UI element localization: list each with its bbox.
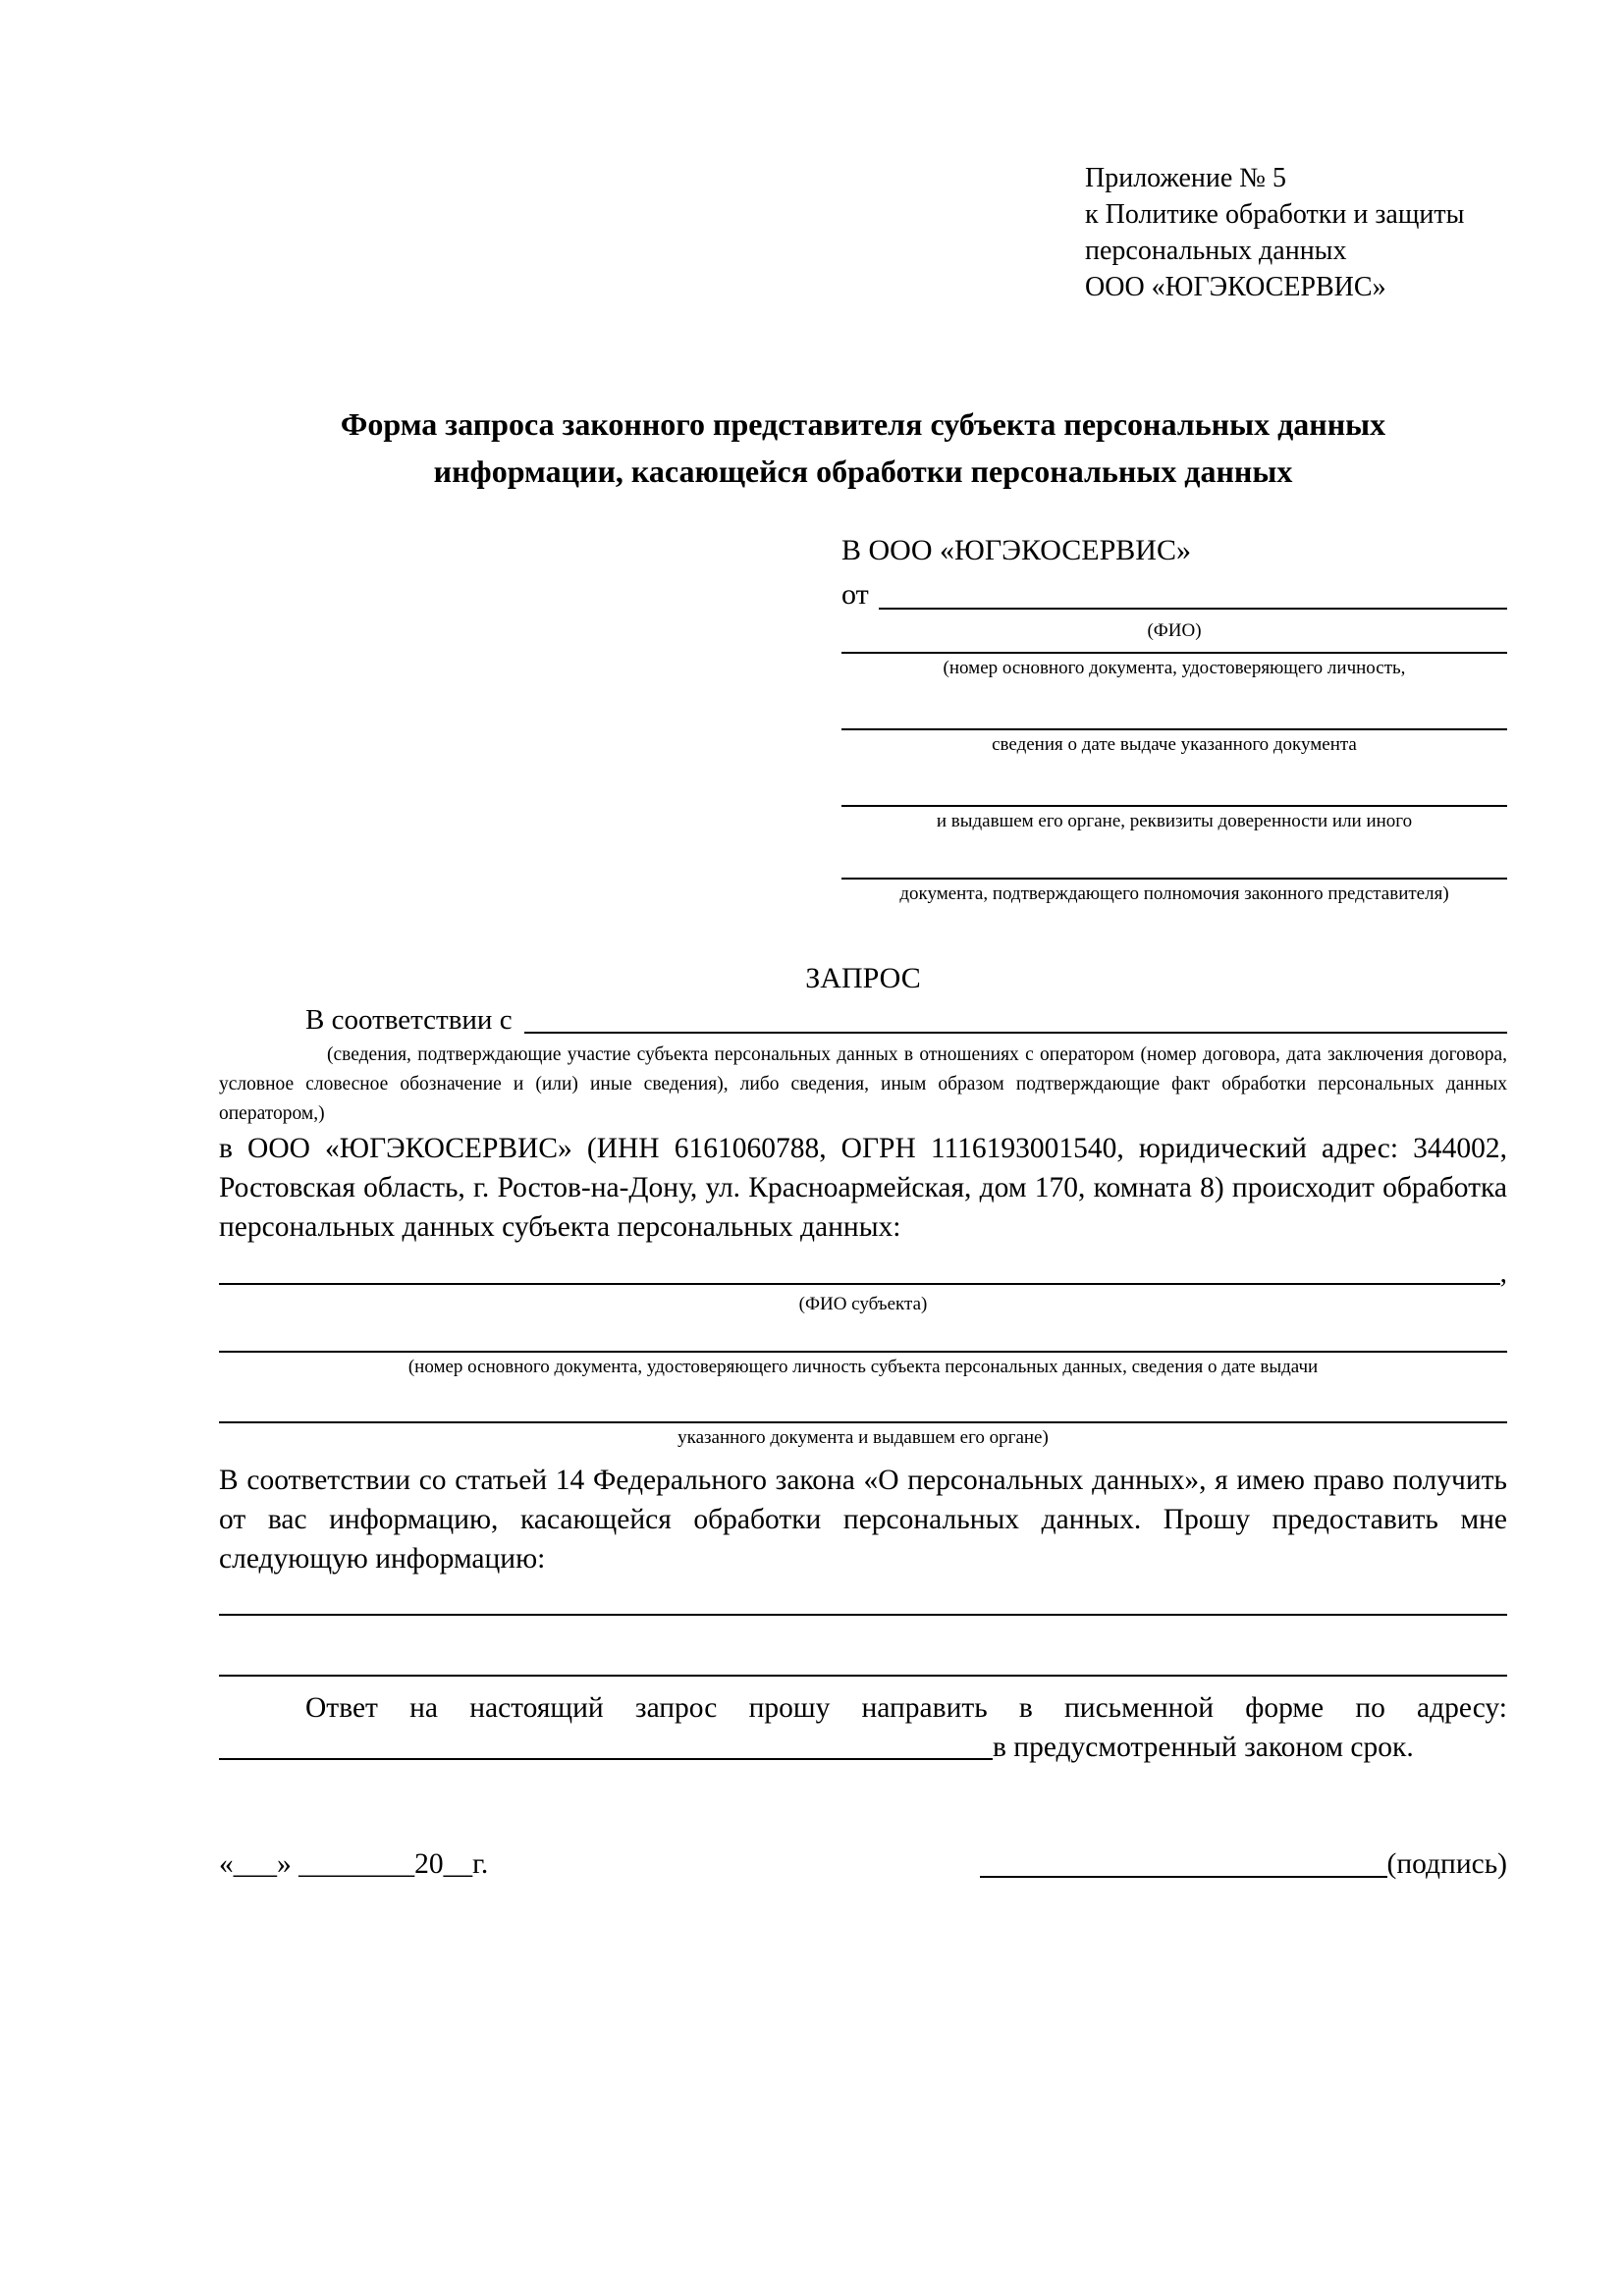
appendix-number: Приложение № 5 <box>1085 163 1286 193</box>
fio-caption: (ФИО) <box>1147 620 1202 641</box>
subject-fio-field[interactable] <box>219 1283 1500 1285</box>
signature-group <box>980 1843 1507 1885</box>
response-address-row <box>219 1728 1507 1767</box>
representative-doc-field-1[interactable] <box>841 650 1507 654</box>
subject-doc-group-2 <box>219 1419 1507 1451</box>
request-heading: ЗАПРОС <box>805 962 921 994</box>
response-paragraph: Ответ на настоящий запрос прошу направить в письменной форме по адресу: <box>305 1692 1507 1724</box>
representative-doc-caption-3: и выдавшем его органе, реквизиты доверенности или иного <box>936 811 1413 831</box>
subject-doc-field-2[interactable] <box>219 1419 1507 1423</box>
law-paragraph: В соответствии со статьей 14 Федерального закона «О персональных данных», я имею право получить от вас информацию, касающейся обработки персональных данных. Прошу предоставить мне следующую информацию: <box>219 1465 1507 1575</box>
deadline-text: в предусмотренный законом срок. <box>993 1732 1414 1763</box>
appendix-policy-line2: персональных данных <box>1085 236 1347 266</box>
document-content <box>219 0 1507 1885</box>
representative-doc-group-4 <box>841 876 1507 907</box>
basis-row <box>219 999 1507 1041</box>
requested-info-field-2[interactable] <box>219 1673 1507 1677</box>
basis-label: В соответствии с <box>305 1004 513 1036</box>
subject-fio-caption: (ФИО субъекта) <box>798 1294 928 1314</box>
representative-doc-field-4[interactable] <box>841 876 1507 880</box>
subject-fio-row <box>219 1256 1507 1290</box>
representative-doc-field-2[interactable] <box>841 726 1507 730</box>
basis-note: (сведения, подтверждающие участие субъекта персональных данных в отношениях с оператором (номер договора, дата заключения договора, условное словесное обозначение и (или) иные сведения), либо сведения, иным образом подтверждающие факт обработки персональных данных оператором,) <box>219 1044 1507 1124</box>
representative-doc-caption-1: (номер основного документа, удостоверяющего личность, <box>943 658 1406 678</box>
subject-doc-group-1 <box>219 1349 1507 1380</box>
addressee-block <box>841 528 1507 907</box>
response-address-field[interactable] <box>219 1758 993 1760</box>
appendix-policy-line: к Политике обработки и защиты <box>1085 199 1465 230</box>
date-field[interactable]: «___» ________20__г. <box>219 1848 489 1880</box>
subject-doc-caption-1: (номер основного документа, удостоверяющего личность субъекта персональных данных, сведения о дате выдачи <box>407 1357 1319 1377</box>
addressee-company: В ООО «ЮГЭКОСЕРВИС» <box>841 534 1191 566</box>
document-title <box>219 400 1507 495</box>
document-title-line1: Форма запроса законного представителя субъекта персональных данных <box>340 406 1386 442</box>
subject-doc-caption-2: указанного документа и выдавшем его органе) <box>677 1427 1049 1448</box>
from-label: от <box>841 578 869 611</box>
representative-doc-group-1 <box>841 650 1507 681</box>
subject-doc-field-1[interactable] <box>219 1349 1507 1353</box>
basis-field[interactable] <box>524 1032 1507 1034</box>
representative-fio-field[interactable] <box>879 608 1507 610</box>
representative-doc-caption-4: документа, подтверждающего полномочия законного представителя) <box>899 883 1449 904</box>
company-name: ООО «ЮГЭКОСЕРВИС» <box>1085 272 1386 302</box>
signature-row <box>219 1843 1507 1885</box>
representative-doc-group-2 <box>841 726 1507 758</box>
representative-doc-group-3 <box>841 803 1507 834</box>
signature-field[interactable] <box>980 1876 1387 1878</box>
document-title-line2: информации, касающейся обработки персональных данных <box>433 454 1293 489</box>
requested-info-field-1[interactable] <box>219 1612 1507 1616</box>
representative-doc-field-3[interactable] <box>841 803 1507 807</box>
trailing-comma: , <box>1499 1257 1507 1289</box>
signature-caption: (подпись) <box>1386 1848 1507 1880</box>
representative-doc-caption-2: сведения о дате выдаче указанного документа <box>992 734 1357 755</box>
operator-paragraph: в ООО «ЮГЭКОСЕРВИС» (ИНН 6161060788, ОГРН 1116193001540, юридический адрес: 344002, Ростовская область, г. Ростов-на-Дону, ул. Красноармейская, дом 170, комната 8) происходит обработка персональных данных субъекта персональных данных: <box>219 1133 1507 1243</box>
from-row <box>841 572 1507 616</box>
appendix-header <box>1085 160 1507 305</box>
